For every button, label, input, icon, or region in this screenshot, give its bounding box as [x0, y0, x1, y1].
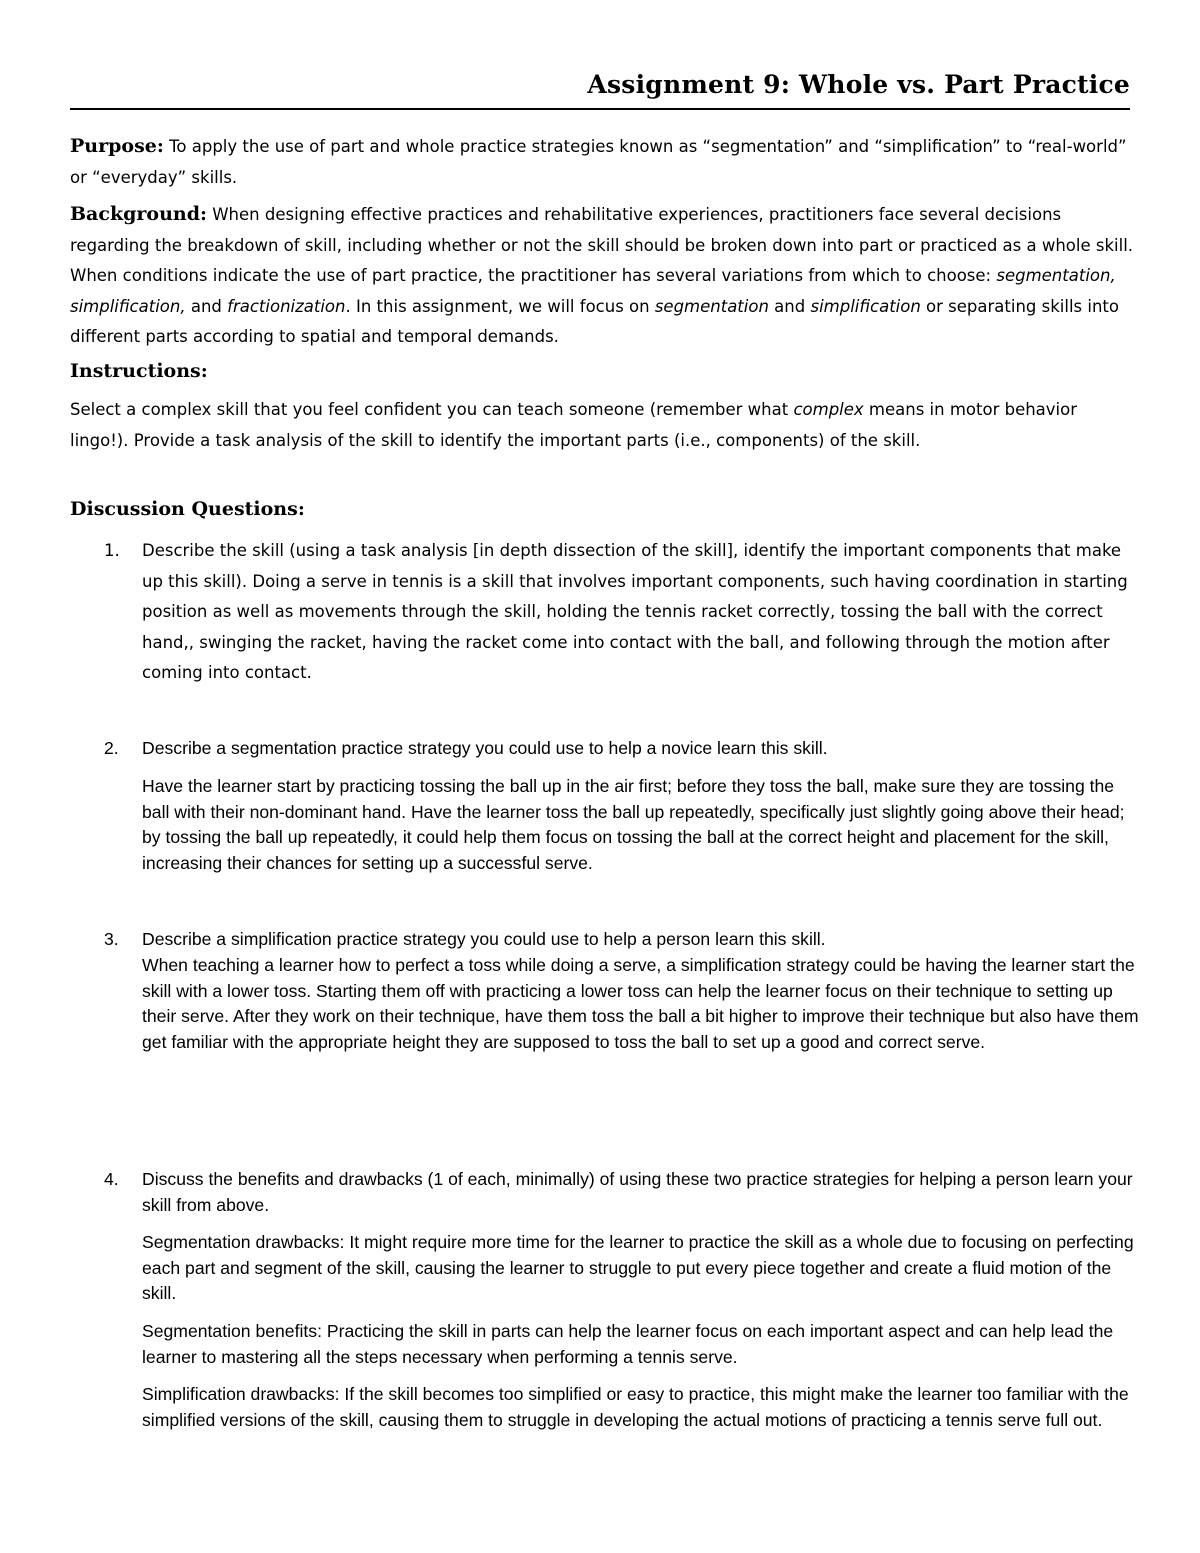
instructions-paragraph	[70, 394, 1135, 456]
purpose-label: Purpose:	[70, 135, 164, 157]
question-1-prompt: Describe the skill (using a task analysis [in depth dissection of the skill], identify the important components that make up this skill).	[142, 541, 1122, 591]
question-4-answer-segmentation-benefits: Segmentation benefits: Practicing the skill in parts can help the learner focus on each important aspect and can help lead the learner to mastering all the steps necessary when performing a tennis serve.	[142, 1321, 1114, 1367]
background-label: Background:	[70, 203, 207, 225]
background-text-b: . In this assignment, we will focus on	[345, 296, 655, 316]
background-paragraph	[70, 199, 1135, 353]
instructions-heading: Instructions:	[70, 360, 208, 382]
question-3-number: 3.	[104, 929, 119, 949]
instructions-complex: complex	[793, 400, 864, 419]
question-1-answer: Doing a serve in tennis is a skill that involves important components, such having coordination in starting position as well as movements through the skill, holding the tennis racket correctly, tossing the ball with the correct hand,, swinging the racket, having the racket come into contact with the ball, and following through the motion after coming into contact.	[142, 571, 1128, 682]
page-title: Assignment 9: Whole vs. Part Practice	[587, 70, 1130, 99]
instructions-text-b: means in motor behavior lingo!). Provide a task analysis of the skill to identify the important parts (i.e., components) of the skill.	[70, 400, 1078, 450]
background-text-and: and	[185, 296, 228, 316]
question-4-answer-simplification-drawbacks: Simplification drawbacks: If the skill becomes too simplified or easy to practice, this might make the learner too familiar with the simplified versions of the skill, causing them to struggle in developing the actual motions of practicing a tennis serve full out.	[142, 1384, 1129, 1430]
question-1-number: 1.	[104, 541, 120, 560]
background-simplification: simplification	[810, 296, 921, 316]
background-segmentation: segmentation	[654, 296, 769, 316]
purpose-paragraph	[70, 131, 1135, 193]
question-4-prompt: Discuss the benefits and drawbacks (1 of each, minimally) of using these two practice strategies for helping a person learn your skill from above.	[142, 1169, 1133, 1215]
discussion-heading: Discussion Questions:	[70, 498, 305, 520]
background-variations: segmentation, simplification,	[70, 266, 1116, 316]
question-3-prompt: Describe a simplification practice strategy you could use to help a person learn this skill.	[142, 929, 826, 949]
question-4-answer-segmentation-drawbacks: Segmentation drawbacks: It might require more time for the learner to practice the skill as a whole due to focusing on perfecting each part and segment of the skill, causing the learner to struggle to put every piece together and create a fluid motion of the skill.	[142, 1232, 1134, 1303]
background-text-d: or separating skills into different parts according to spatial and temporal demands.	[70, 296, 1119, 346]
question-2-prompt: Describe a segmentation practice strategy you could use to help a novice learn this skill.	[142, 738, 828, 758]
instructions-text-a: Select a complex skill that you feel confident you can teach someone (remember what	[70, 400, 794, 419]
question-3-answer: When teaching a learner how to perfect a toss while doing a serve, a simplification strategy could be having the learner start the skill with a lower toss. Starting them off with practicing a lower toss can help the learner focus on their technique to setting up their serve. After they work on their technique, have them toss the ball a bit higher to improve their technique but also have them get familiar with the appropriate height they are supposed to toss the ball to set up a good and correct serve.	[142, 955, 1139, 1052]
background-text-a: When designing effective practices and rehabilitative experiences, practitioners face several decisions regarding the breakdown of skill, including whether or not the skill should be broken down into part or practiced as a whole skill. When conditions indicate the use of part practice, the practitioner has several variations from which to choose:	[70, 205, 1134, 285]
question-1-text	[142, 536, 1142, 689]
purpose-text: To apply the use of part and whole practice strategies known as “segmentation” and “simplification” to “real-world” or “everyday” skills.	[70, 137, 1127, 187]
question-4-number: 4.	[104, 1169, 119, 1189]
background-fractionization: fractionization	[227, 296, 346, 316]
title-rule	[70, 108, 1130, 110]
question-2-number: 2.	[104, 738, 119, 758]
background-text-c: and	[768, 296, 811, 316]
question-2-answer: Have the learner start by practicing tossing the ball up in the air first; before they toss the ball, make sure they are tossing the ball with their non-dominant hand. Have the learner toss the ball up repeatedly, specifically just slightly going above their head; by tossing the ball up repeatedly, it could help them focus on tossing the ball at the correct height and placement for the skill, increasing their chances for setting up a successful serve.	[142, 776, 1125, 873]
